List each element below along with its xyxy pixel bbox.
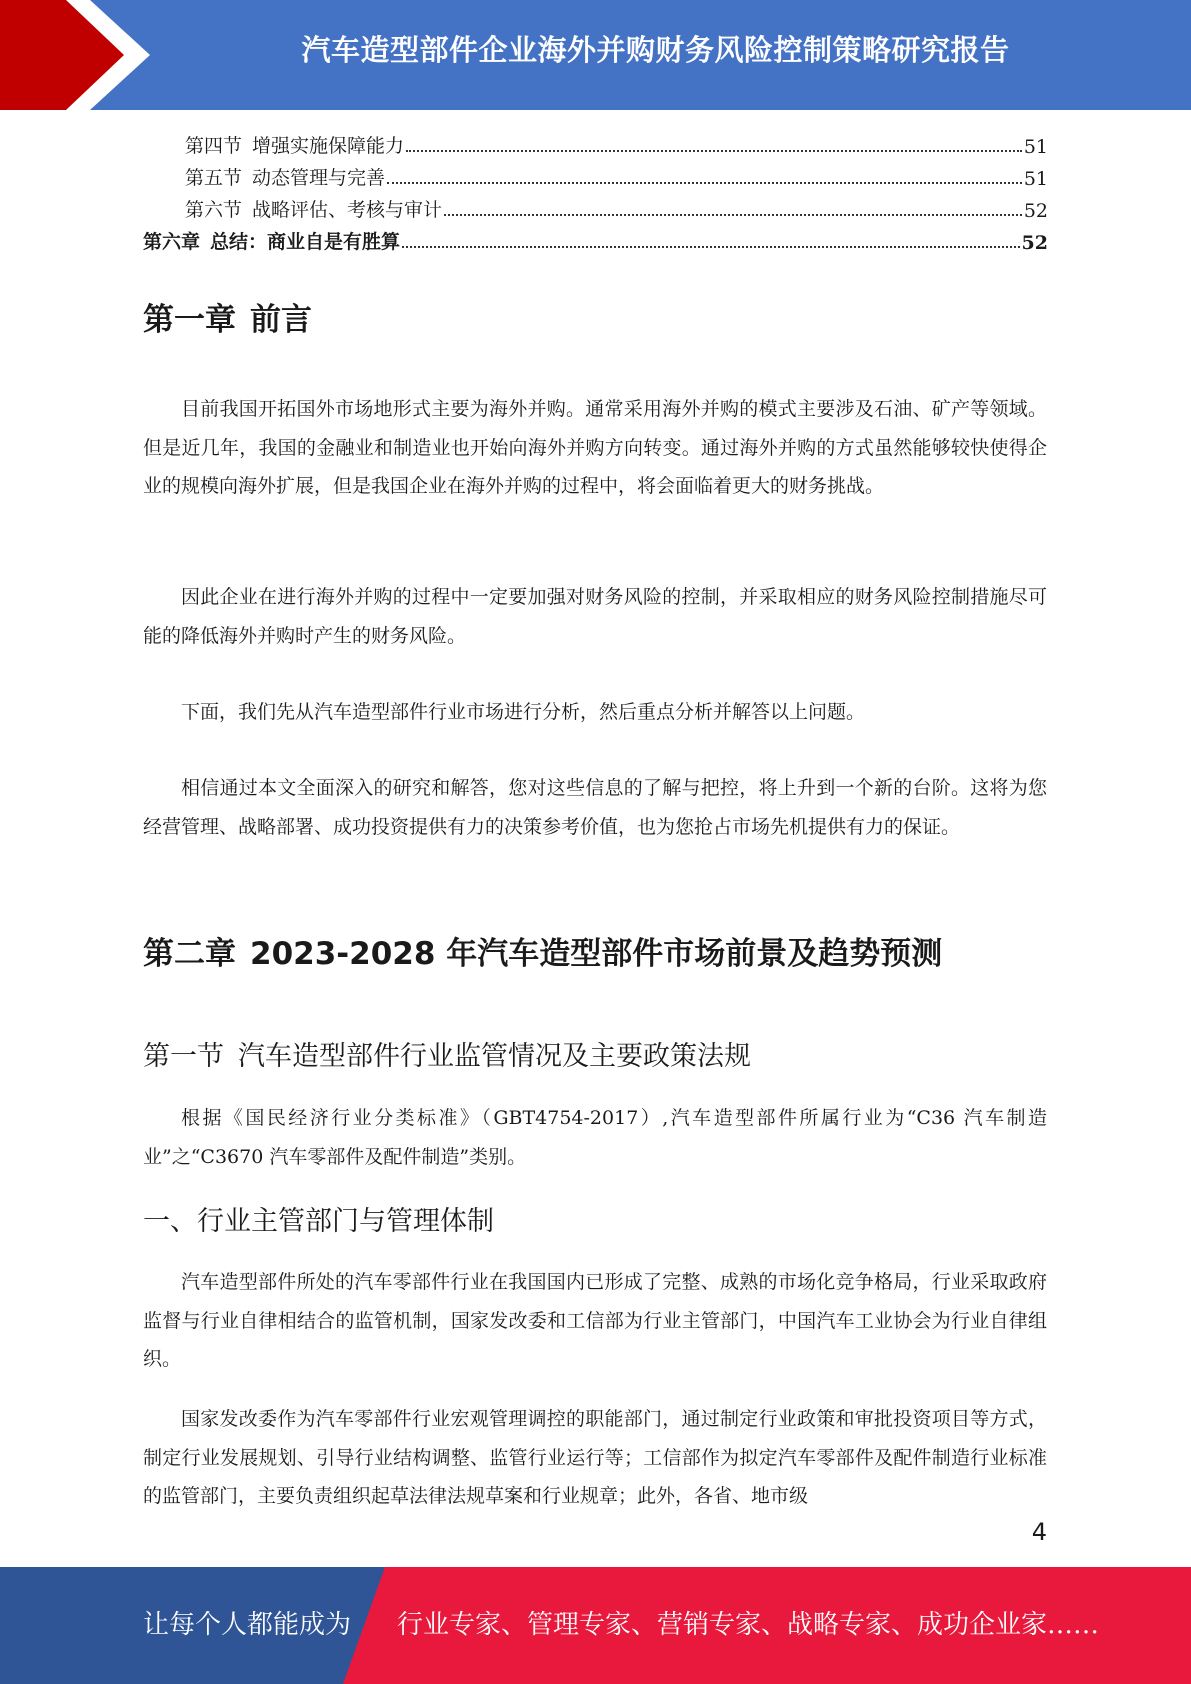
body-paragraph: 因此企业在进行海外并购的过程中一定要加强对财务风险的控制，并采取相应的财务风险控制措施尽可能的降低海外并购时产生的财务风险。: [143, 586, 1047, 647]
toc-entry-page: 52: [1021, 232, 1048, 254]
body-paragraph: 汽车造型部件所处的汽车零部件行业在我国国内已形成了完整、成熟的市场化竞争格局，行业采取政府监督与行业自律相结合的监管机制，国家发改委和工信部为行业主管部门，中国汽车工业协会为行业自律组织。: [143, 1271, 1047, 1370]
chapter-number: 第二章: [143, 936, 236, 972]
toc-leader-dots: [387, 182, 1022, 184]
header-arrow-decoration: [0, 0, 160, 110]
body-paragraph: 国家发改委作为汽车零部件行业宏观管理调控的职能部门，通过制定行业政策和审批投资项目等方式，制定行业发展规划、引导行业结构调整、监管行业运行等；工信部作为拟定汽车零部件及配件制造行业标准的监管部门，主要负责组织起草法律法规草案和行业规章；此外，各省、地市级: [143, 1408, 1047, 1507]
chapter-heading: [143, 928, 942, 973]
footer-slogan-left: 让每个人都能成为: [143, 1610, 352, 1640]
toc-entry-page: 52: [1023, 200, 1048, 222]
page-number: 4: [1031, 1518, 1047, 1546]
toc-entry-title: 战略评估、考核与审计: [252, 199, 443, 221]
chapter-title: 前言: [250, 302, 312, 338]
page-footer: [0, 1567, 1191, 1684]
toc-entry[interactable]: [185, 192, 1048, 222]
toc-leader-dots: [444, 214, 1022, 216]
toc-entry-title: 增强实施保障能力: [252, 135, 405, 157]
toc-entry-title: 动态管理与完善: [252, 167, 386, 189]
toc-entry-number: 第六章: [143, 231, 201, 253]
section-heading: [143, 1034, 751, 1073]
page-header: [0, 0, 1191, 110]
toc-entry[interactable]: [185, 128, 1048, 158]
section-title: 汽车造型部件行业监管情况及主要政策法规: [238, 1041, 751, 1072]
subsection-heading: 一、行业主管部门与管理体制: [143, 1206, 494, 1237]
toc-leader-dots: [402, 246, 1020, 248]
toc-entry-title: 总结：商业自是有胜算: [210, 231, 401, 253]
chapter-heading: [143, 294, 312, 339]
body-paragraph: 目前我国开拓国外市场地形式主要为海外并购。通常采用海外并购的模式主要涉及石油、矿产等领域。但是近几年，我国的金融业和制造业也开始向海外并购方向转变。通过海外并购的方式虽然能够较快使得企业的规模向海外扩展，但是我国企业在海外并购的过程中，将会面临着更大的财务挑战。: [143, 398, 1047, 497]
toc-entry-number: 第四节: [185, 135, 243, 157]
toc-leader-dots: [406, 150, 1022, 152]
toc-entry-page: 51: [1023, 136, 1048, 158]
body-paragraph: 根据《国民经济行业分类标准》（GBT4754-2017）,汽车造型部件所属行业为“C36 汽车制造业”之“C3670 汽车零部件及配件制造”类别。: [143, 1107, 1047, 1168]
chapter-number: 第一章: [143, 302, 236, 338]
body-paragraph: 下面，我们先从汽车造型部件行业市场进行分析，然后重点分析并解答以上问题。: [181, 701, 866, 723]
chapter-title: 2023-2028 年汽车造型部件市场前景及趋势预测: [250, 936, 943, 972]
body-paragraph: 相信通过本文全面深入的研究和解答，您对这些信息的了解与把控，将上升到一个新的台阶。这将为您经营管理、战略部署、成功投资提供有力的决策参考价值，也为您抢占市场先机提供有力的保证。: [143, 777, 1047, 838]
toc-entry[interactable]: [143, 224, 1048, 254]
header-title: 汽车造型部件企业海外并购财务风险控制策略研究报告: [301, 33, 1010, 67]
toc-entry-number: 第五节: [185, 167, 243, 189]
toc-entry-page: 51: [1023, 168, 1048, 190]
toc-entry-number: 第六节: [185, 199, 243, 221]
toc-entry[interactable]: [185, 160, 1048, 190]
footer-slogan-right: 行业专家、管理专家、营销专家、战略专家、成功企业家……: [397, 1610, 1100, 1640]
section-number: 第一节: [143, 1041, 224, 1072]
